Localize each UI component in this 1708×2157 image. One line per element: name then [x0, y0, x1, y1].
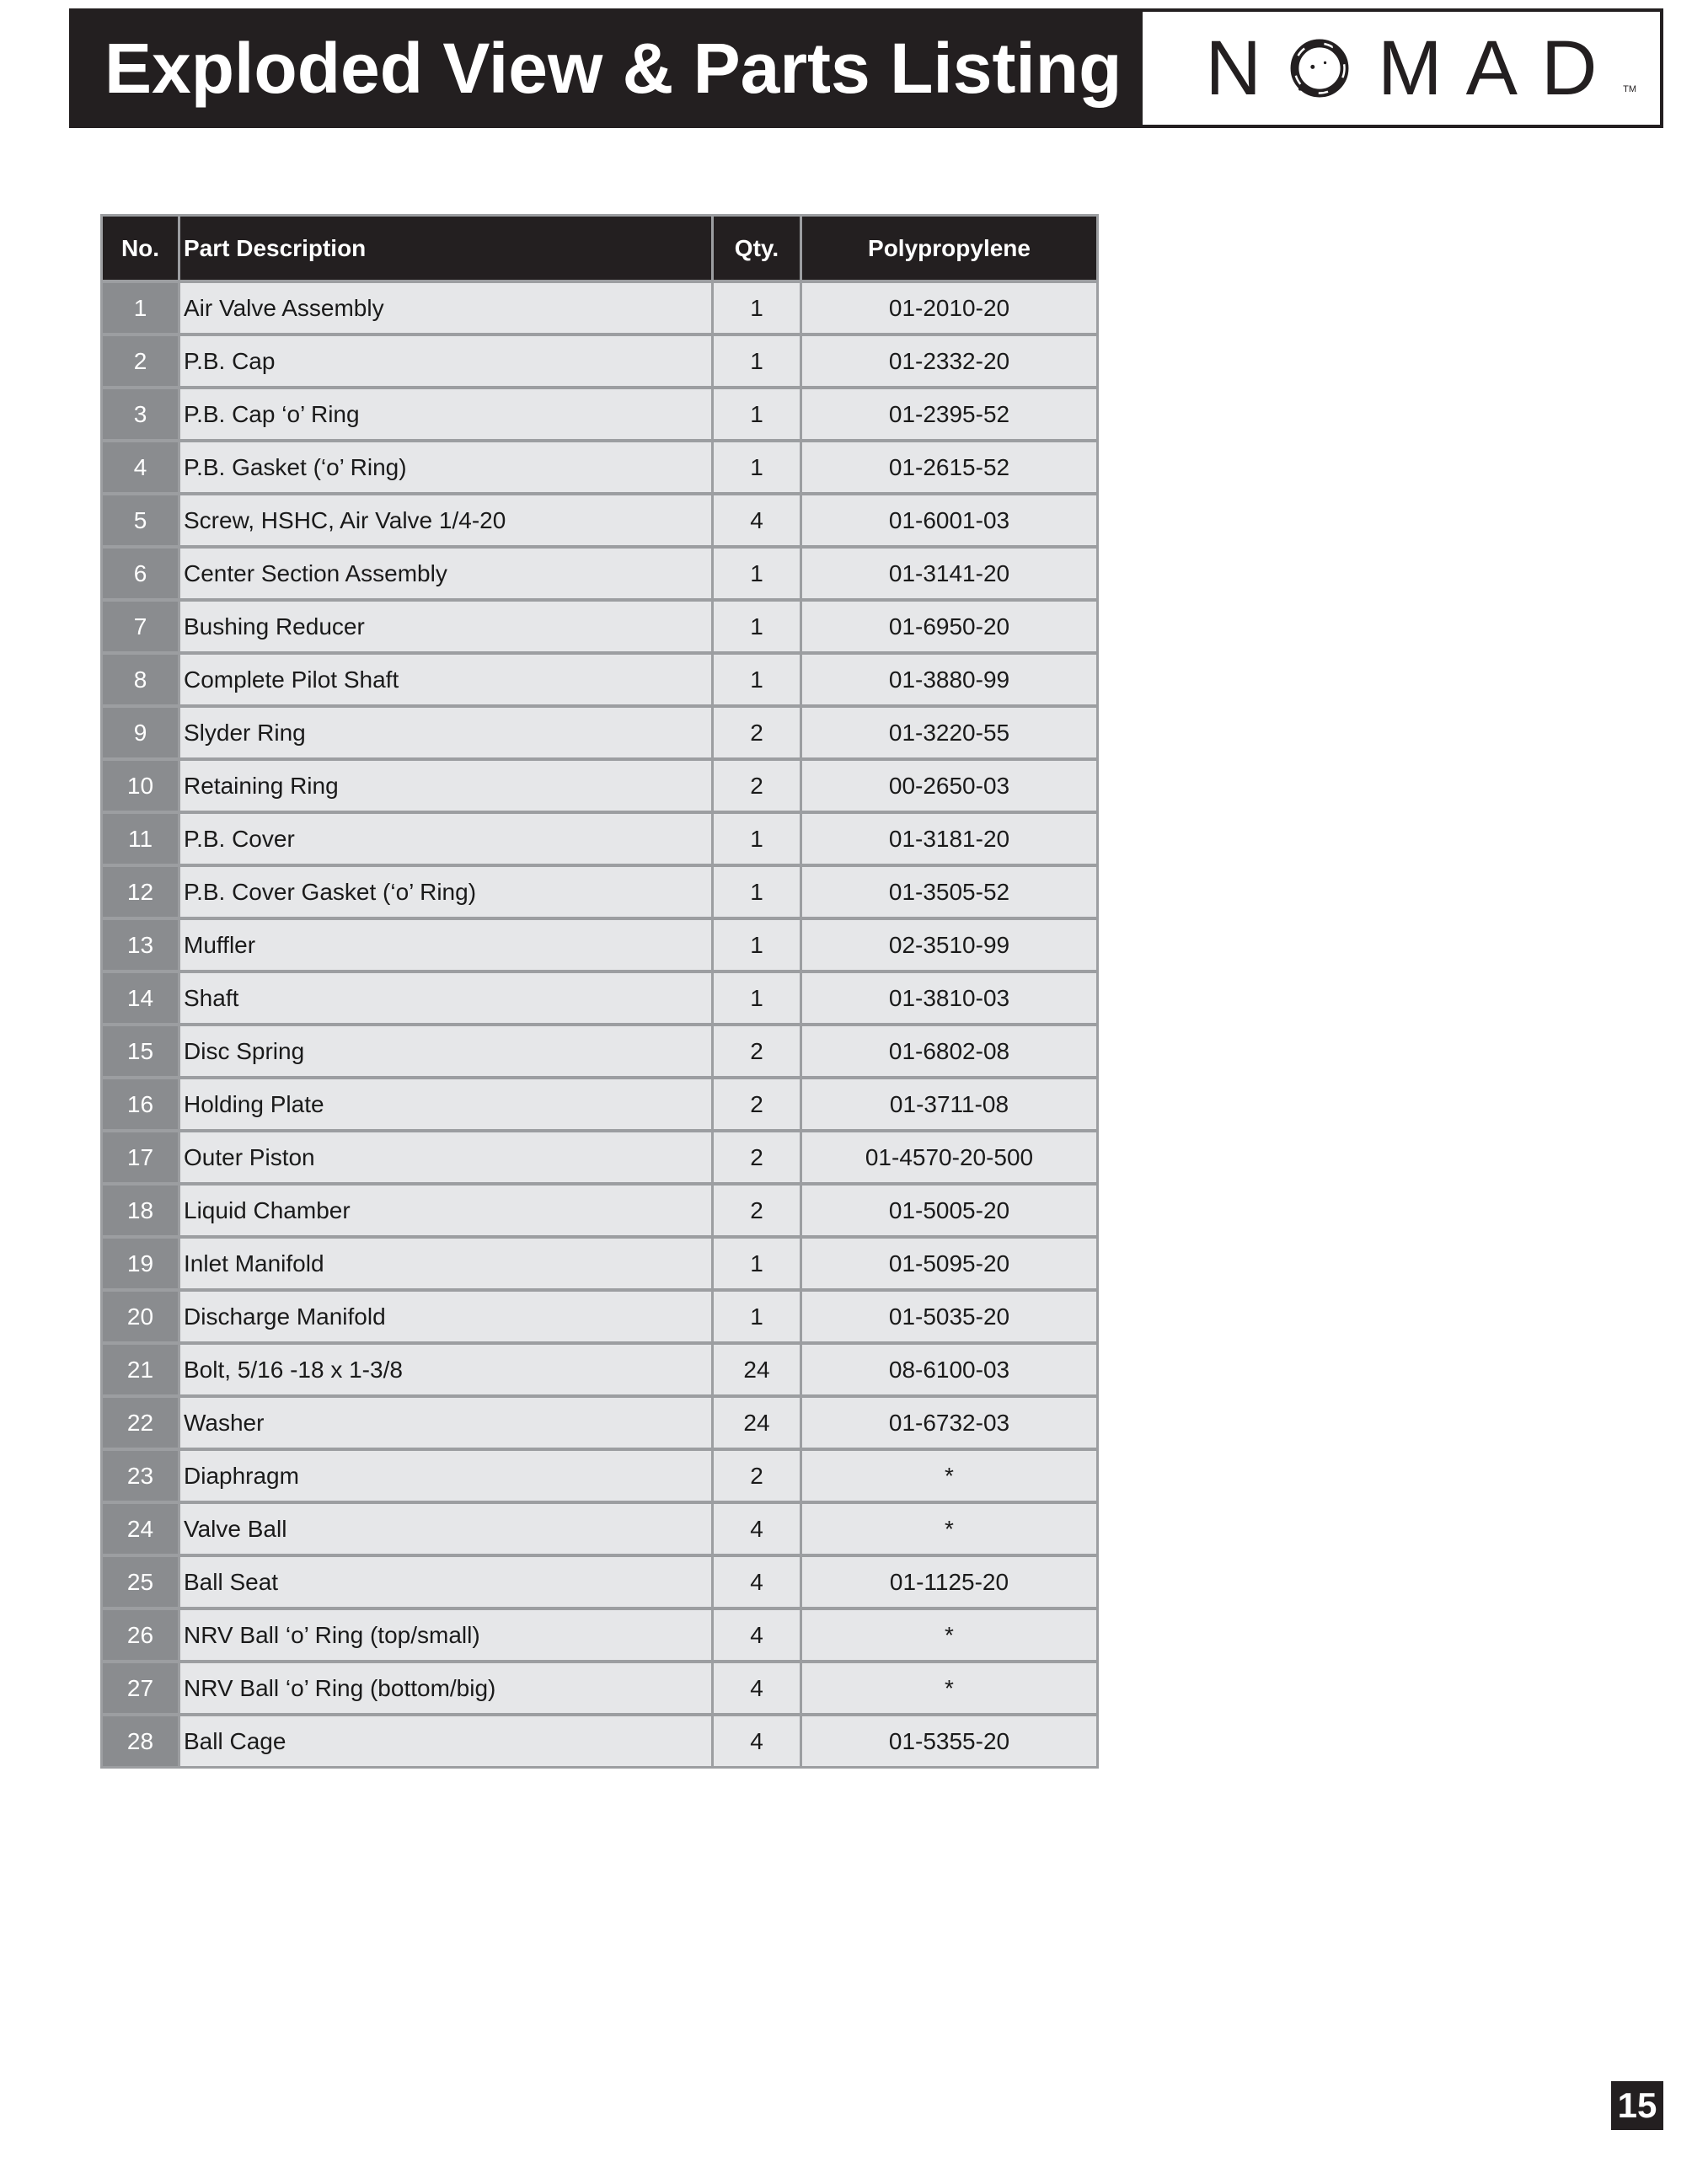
- table-row: [103, 283, 1096, 336]
- table-row: [103, 920, 1096, 973]
- part-qty: 2: [714, 1186, 802, 1239]
- part-description: Ball Seat: [180, 1557, 714, 1610]
- part-number: 27: [103, 1663, 180, 1716]
- logo-trademark: TM: [1623, 84, 1636, 94]
- part-qty: 2: [714, 1132, 802, 1186]
- part-description: NRV Ball ‘o’ Ring (top/small): [180, 1610, 714, 1663]
- part-description: P.B. Cover: [180, 814, 714, 867]
- part-description: Outer Piston: [180, 1132, 714, 1186]
- part-code-polypropylene: 01-3810-03: [802, 973, 1096, 1026]
- part-code-polypropylene: 01-2615-52: [802, 442, 1096, 495]
- part-number: 10: [103, 761, 180, 814]
- part-code-polypropylene: 01-6732-03: [802, 1398, 1096, 1451]
- part-number: 22: [103, 1398, 180, 1451]
- part-qty: 24: [714, 1345, 802, 1398]
- part-number: 1: [103, 283, 180, 336]
- part-number: 21: [103, 1345, 180, 1398]
- part-number: 7: [103, 602, 180, 655]
- part-code-polypropylene: 01-2010-20: [802, 283, 1096, 336]
- part-number: 24: [103, 1504, 180, 1557]
- part-number: 13: [103, 920, 180, 973]
- part-qty: 1: [714, 442, 802, 495]
- table-row: [103, 442, 1096, 495]
- part-qty: 1: [714, 867, 802, 920]
- table-row: [103, 973, 1096, 1026]
- column-header-description: Part Description: [180, 217, 714, 283]
- part-qty: 2: [714, 1079, 802, 1132]
- part-qty: 2: [714, 708, 802, 761]
- part-description: P.B. Cap: [180, 336, 714, 389]
- part-code-polypropylene: 01-6001-03: [802, 495, 1096, 549]
- column-header-no: No.: [103, 217, 180, 283]
- part-qty: 4: [714, 1716, 802, 1766]
- part-number: 28: [103, 1716, 180, 1766]
- table-row: [103, 761, 1096, 814]
- part-number: 11: [103, 814, 180, 867]
- table-row: [103, 1292, 1096, 1345]
- table-row: [103, 1610, 1096, 1663]
- part-number: 8: [103, 655, 180, 708]
- part-code-polypropylene: 01-5355-20: [802, 1716, 1096, 1766]
- table-row: [103, 336, 1096, 389]
- part-qty: 1: [714, 336, 802, 389]
- part-code-polypropylene: *: [802, 1610, 1096, 1663]
- table-row: [103, 1451, 1096, 1504]
- table-row: [103, 867, 1096, 920]
- part-number: 17: [103, 1132, 180, 1186]
- part-number: 4: [103, 442, 180, 495]
- table-row: [103, 602, 1096, 655]
- part-qty: 1: [714, 973, 802, 1026]
- part-qty: 1: [714, 920, 802, 973]
- part-description: Air Valve Assembly: [180, 283, 714, 336]
- part-qty: 4: [714, 1663, 802, 1716]
- table-row: [103, 1716, 1096, 1766]
- nomad-logo: [1143, 12, 1660, 125]
- part-description: NRV Ball ‘o’ Ring (bottom/big): [180, 1663, 714, 1716]
- part-number: 20: [103, 1292, 180, 1345]
- table-row: [103, 1132, 1096, 1186]
- part-qty: 4: [714, 1610, 802, 1663]
- part-number: 3: [103, 389, 180, 442]
- page-title: Exploded View & Parts Listing: [104, 28, 1122, 108]
- page-header: [69, 8, 1663, 128]
- logo-letter-m: M: [1377, 24, 1443, 111]
- part-code-polypropylene: 01-5095-20: [802, 1239, 1096, 1292]
- part-description: Bushing Reducer: [180, 602, 714, 655]
- parts-table-body: [103, 283, 1096, 1766]
- table-row: [103, 1079, 1096, 1132]
- part-description: Shaft: [180, 973, 714, 1026]
- part-number: 15: [103, 1026, 180, 1079]
- part-qty: 1: [714, 283, 802, 336]
- part-description: Discharge Manifold: [180, 1292, 714, 1345]
- table-row: [103, 1663, 1096, 1716]
- part-code-polypropylene: 01-5035-20: [802, 1292, 1096, 1345]
- table-row: [103, 549, 1096, 602]
- part-code-polypropylene: *: [802, 1451, 1096, 1504]
- part-code-polypropylene: 01-6802-08: [802, 1026, 1096, 1079]
- part-description: Disc Spring: [180, 1026, 714, 1079]
- part-description: Center Section Assembly: [180, 549, 714, 602]
- part-number: 26: [103, 1610, 180, 1663]
- part-number: 16: [103, 1079, 180, 1132]
- part-description: Holding Plate: [180, 1079, 714, 1132]
- part-description: Slyder Ring: [180, 708, 714, 761]
- part-code-polypropylene: 01-3181-20: [802, 814, 1096, 867]
- part-number: 6: [103, 549, 180, 602]
- table-row: [103, 655, 1096, 708]
- part-qty: 1: [714, 549, 802, 602]
- part-qty: 2: [714, 1026, 802, 1079]
- part-qty: 1: [714, 1292, 802, 1345]
- parts-table: [100, 214, 1099, 1769]
- part-code-polypropylene: 08-6100-03: [802, 1345, 1096, 1398]
- part-qty: 4: [714, 495, 802, 549]
- table-header-row: [103, 217, 1096, 283]
- part-description: P.B. Cap ‘o’ Ring: [180, 389, 714, 442]
- part-description: Ball Cage: [180, 1716, 714, 1766]
- part-number: 23: [103, 1451, 180, 1504]
- part-code-polypropylene: 00-2650-03: [802, 761, 1096, 814]
- logo-letter-n: N: [1205, 24, 1261, 111]
- part-code-polypropylene: 01-3880-99: [802, 655, 1096, 708]
- logo-letter-a: A: [1465, 24, 1518, 111]
- table-row: [103, 389, 1096, 442]
- part-qty: 24: [714, 1398, 802, 1451]
- part-code-polypropylene: 01-2332-20: [802, 336, 1096, 389]
- part-description: Muffler: [180, 920, 714, 973]
- part-code-polypropylene: 01-2395-52: [802, 389, 1096, 442]
- part-description: Complete Pilot Shaft: [180, 655, 714, 708]
- table-row: [103, 495, 1096, 549]
- part-qty: 1: [714, 814, 802, 867]
- table-row: [103, 1026, 1096, 1079]
- part-qty: 4: [714, 1504, 802, 1557]
- part-number: 14: [103, 973, 180, 1026]
- part-description: Diaphragm: [180, 1451, 714, 1504]
- part-code-polypropylene: *: [802, 1504, 1096, 1557]
- part-qty: 1: [714, 655, 802, 708]
- table-row: [103, 1345, 1096, 1398]
- table-row: [103, 1239, 1096, 1292]
- part-qty: 2: [714, 1451, 802, 1504]
- part-code-polypropylene: 01-1125-20: [802, 1557, 1096, 1610]
- column-header-polypropylene: Polypropylene: [802, 217, 1096, 283]
- part-code-polypropylene: 01-4570-20-500: [802, 1132, 1096, 1186]
- part-number: 12: [103, 867, 180, 920]
- page-number: 15: [1611, 2081, 1663, 2130]
- part-qty: 1: [714, 602, 802, 655]
- part-qty: 2: [714, 761, 802, 814]
- part-code-polypropylene: 01-6950-20: [802, 602, 1096, 655]
- part-description: Valve Ball: [180, 1504, 714, 1557]
- part-description: Inlet Manifold: [180, 1239, 714, 1292]
- part-description: Liquid Chamber: [180, 1186, 714, 1239]
- part-code-polypropylene: 01-3220-55: [802, 708, 1096, 761]
- part-code-polypropylene: 01-3711-08: [802, 1079, 1096, 1132]
- part-number: 2: [103, 336, 180, 389]
- table-row: [103, 1557, 1096, 1610]
- part-number: 18: [103, 1186, 180, 1239]
- part-description: P.B. Gasket (‘o’ Ring): [180, 442, 714, 495]
- part-code-polypropylene: *: [802, 1663, 1096, 1716]
- logo-letter-d: D: [1541, 24, 1598, 111]
- part-code-polypropylene: 01-5005-20: [802, 1186, 1096, 1239]
- part-number: 19: [103, 1239, 180, 1292]
- part-code-polypropylene: 01-3505-52: [802, 867, 1096, 920]
- part-qty: 4: [714, 1557, 802, 1610]
- table-row: [103, 1186, 1096, 1239]
- part-qty: 1: [714, 389, 802, 442]
- table-row: [103, 814, 1096, 867]
- table-row: [103, 1398, 1096, 1451]
- part-number: 25: [103, 1557, 180, 1610]
- part-description: Washer: [180, 1398, 714, 1451]
- part-description: P.B. Cover Gasket (‘o’ Ring): [180, 867, 714, 920]
- column-header-qty: Qty.: [714, 217, 802, 283]
- part-description: Retaining Ring: [180, 761, 714, 814]
- logo-o-swirl-icon: [1285, 34, 1354, 103]
- table-row: [103, 708, 1096, 761]
- part-number: 9: [103, 708, 180, 761]
- part-description: Screw, HSHC, Air Valve 1/4-20: [180, 495, 714, 549]
- part-qty: 1: [714, 1239, 802, 1292]
- part-number: 5: [103, 495, 180, 549]
- part-code-polypropylene: 01-3141-20: [802, 549, 1096, 602]
- table-row: [103, 1504, 1096, 1557]
- part-description: Bolt, 5/16 -18 x 1-3/8: [180, 1345, 714, 1398]
- header-title-box: [72, 12, 1143, 125]
- part-code-polypropylene: 02-3510-99: [802, 920, 1096, 973]
